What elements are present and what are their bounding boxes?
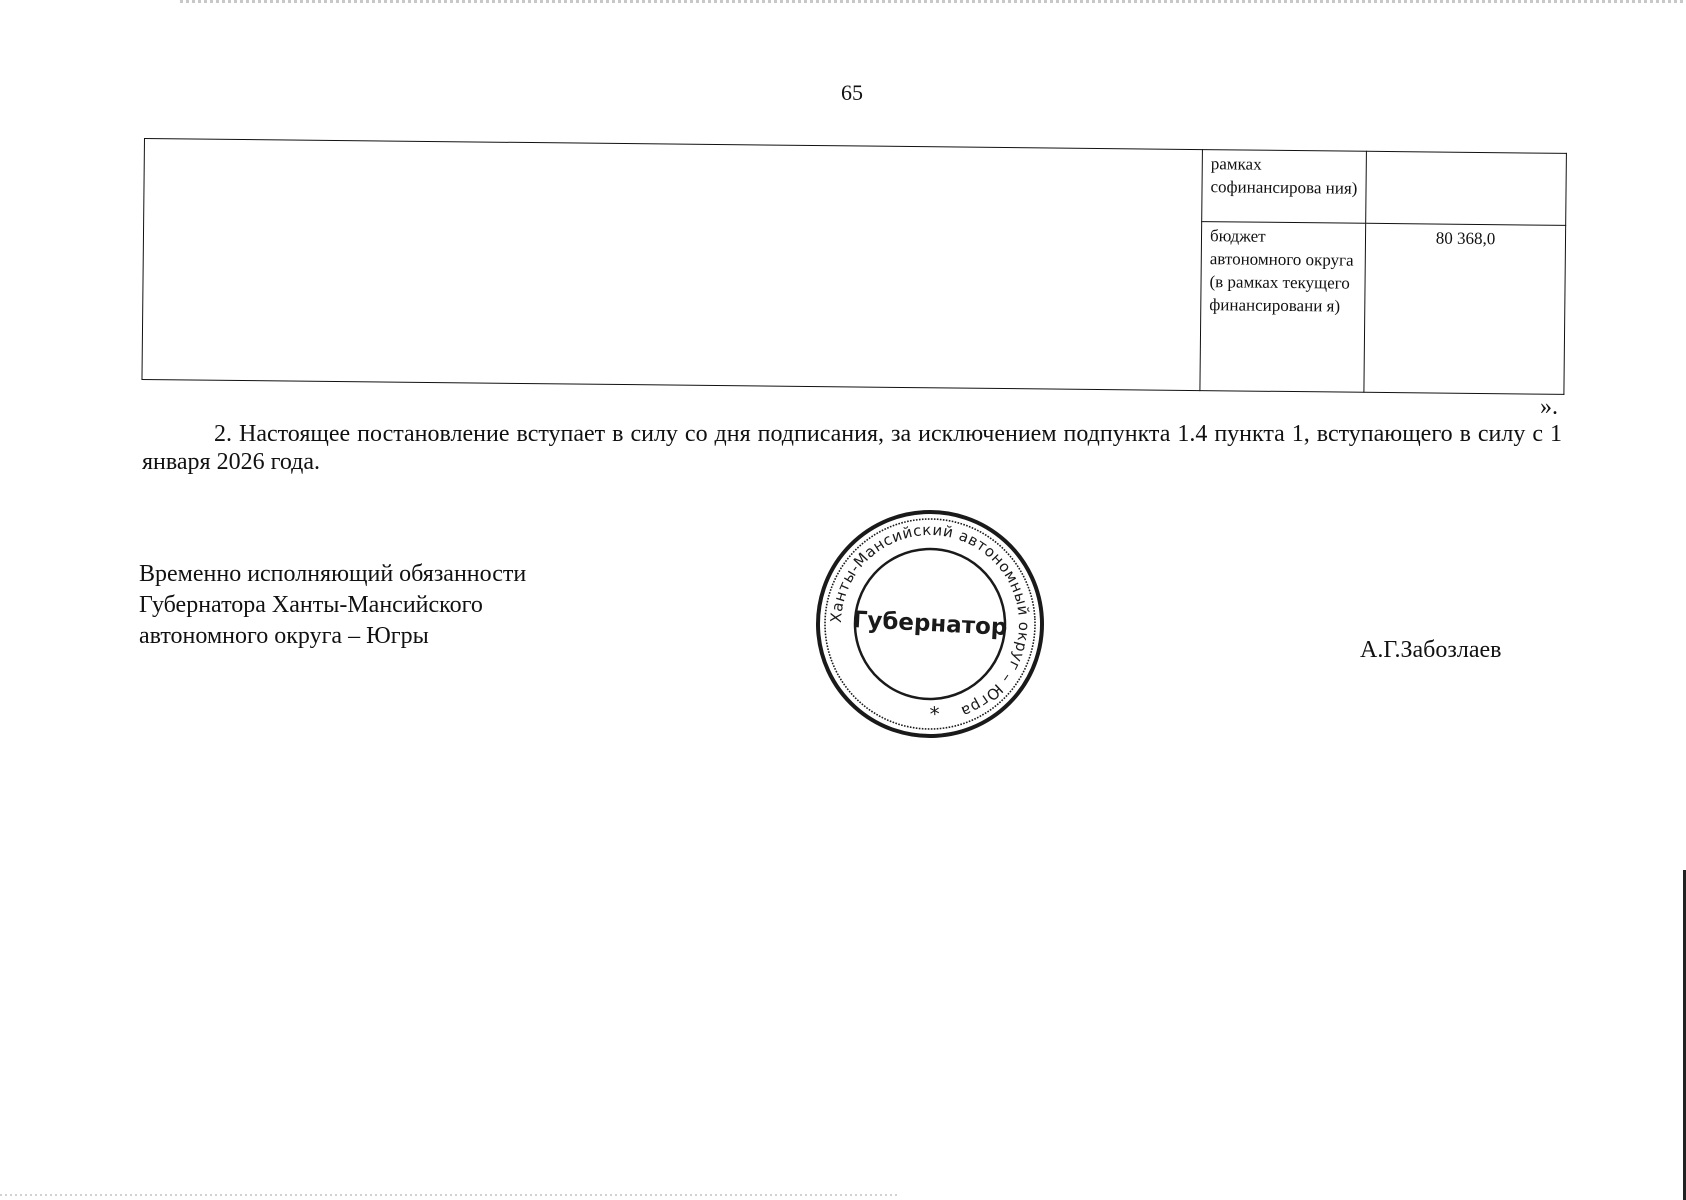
budget-table-wrapper xyxy=(141,138,1565,394)
seal-star: * xyxy=(929,701,941,727)
seal-ring-text: Ханты-Мансийский автономный округ – Югра xyxy=(826,520,1034,721)
position-line: Губернатора Ханты-Мансийского xyxy=(139,592,483,618)
budget-table xyxy=(141,138,1566,395)
signer-name: А.Г.Забозлаев xyxy=(1360,637,1502,663)
table-row xyxy=(144,139,1567,226)
seal-graphic xyxy=(815,509,1045,739)
table-cell-value: 80 368,0 xyxy=(1364,223,1566,394)
body-paragraph: 2. Настоящее постановление вступает в силу со дня подписания, за исключением подпункта 1.4 пункта 1, вступающего в силу с 1 января 2026 года. xyxy=(142,421,1562,475)
closing-quote: ». xyxy=(1540,394,1558,420)
table-cell-value xyxy=(1366,151,1567,225)
table-cell-source: рамках софинансирова ния) xyxy=(1202,150,1367,224)
position-line: автономного округа – Югры xyxy=(139,623,429,649)
seal-center-text: Губернатор xyxy=(852,606,1008,642)
page-number: 65 xyxy=(841,80,863,105)
scan-edge-bottom xyxy=(0,1194,900,1196)
scan-edge-top xyxy=(180,0,1686,3)
table-cell-main xyxy=(142,139,1202,391)
signatory-position xyxy=(139,559,659,652)
official-seal xyxy=(815,509,1045,739)
table-cell-source: бюджет автономного округа (в рамках текущего финансировани я) xyxy=(1200,222,1366,393)
position-line: Временно исполняющий обязанности xyxy=(139,561,527,587)
